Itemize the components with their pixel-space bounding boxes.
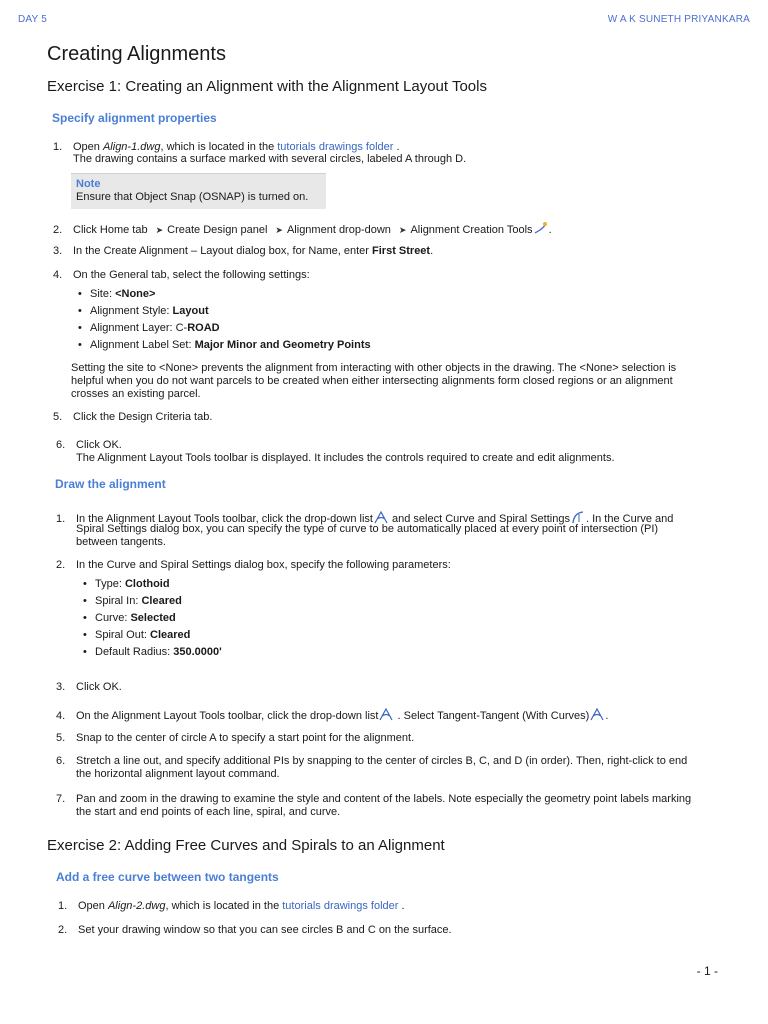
- step-1: 1. Open Align-1.dwg, which is located in the tutorials drawings folder .: [53, 141, 400, 153]
- note-title: Note: [76, 178, 101, 190]
- note-box: [71, 173, 326, 209]
- page-number: - 1 -: [696, 964, 718, 978]
- step-4: 4. On the General tab, select the following settings:: [53, 269, 310, 281]
- draw-step-5: 5. Snap to the center of circle A to specify a start point for the alignment.: [56, 732, 415, 744]
- section-add-free-curve: Add a free curve between two tangents: [56, 870, 279, 884]
- curve-tool-icon: [379, 708, 393, 725]
- arrow-icon: ➤: [155, 225, 164, 235]
- tutorials-link[interactable]: tutorials drawings folder: [282, 900, 399, 912]
- ex2-step-1: 1. Open Align-2.dwg, which is located in the tutorials drawings folder .: [58, 900, 405, 912]
- params-list: [83, 576, 222, 661]
- draw-step-6: 6. Stretch a line out, and specify additional PIs by snapping to the center of circles B, C, and D (in order). Then, right-click to end: [56, 755, 688, 767]
- step-5: 5. Click the Design Criteria tab.: [53, 411, 213, 423]
- note-text: Ensure that Object Snap (OSNAP) is turned on.: [76, 191, 309, 203]
- list-item: • Type: Clothoid: [83, 578, 170, 590]
- settings-list: [78, 286, 371, 354]
- list-item: • Alignment Style: Layout: [78, 305, 209, 317]
- exercise1-heading: Exercise 1: Creating an Alignment with the Alignment Layout Tools: [47, 78, 487, 95]
- draw-step-1: 1. In the Alignment Layout Tools toolbar, click the drop-down list and select Curve and Spiral Settings . In the Curve and: [56, 510, 756, 528]
- draw-step-3: 3. Click OK.: [56, 681, 122, 693]
- step-6: 6. Click OK.: [56, 439, 122, 451]
- list-item: • Alignment Layer: C-ROAD: [78, 322, 220, 334]
- draw-step-2: 2. In the Curve and Spiral Settings dialog box, specify the following parameters:: [56, 559, 451, 571]
- list-item: • Spiral In: Cleared: [83, 595, 182, 607]
- section-draw-alignment: Draw the alignment: [55, 477, 166, 491]
- ex2-step-2: 2. Set your drawing window so that you can see circles B and C on the surface.: [58, 924, 452, 936]
- section-specify-properties: Specify alignment properties: [52, 111, 217, 125]
- draw-step-6-line2: the horizontal alignment layout command.: [76, 768, 280, 780]
- header-left: DAY 5: [18, 14, 47, 25]
- step-3: 3. In the Create Alignment – Layout dialog box, for Name, enter First Street.: [53, 245, 434, 257]
- step-2: 2. Click Home tab ➤ Create Design panel ➤ Alignment drop-down ➤ Alignment Creation Tools .: [53, 221, 753, 239]
- draw-step-7: 7. Pan and zoom in the drawing to examine the style and content of the labels. Note especially the geometry point labels marking: [56, 793, 692, 805]
- site-explanation: Setting the site to <None> prevents the alignment from interacting with other objects in the drawing. The <None> selection is helpful when you do not want parcels to be created when either intersecting alignments form closed regions or an alignment crosses an existing parcel.: [71, 362, 677, 400]
- step-1-detail: The drawing contains a surface marked with several circles, labeled A through D.: [73, 153, 467, 165]
- arrow-icon: ➤: [398, 225, 407, 235]
- tutorials-link[interactable]: tutorials drawings folder: [277, 141, 394, 153]
- draw-step-1-line2: Spiral Settings dialog box, you can specify the type of curve to be automatically placed at every point of intersection (PI): [76, 523, 659, 535]
- list-item: • Alignment Label Set: Major Minor and Geometry Points: [78, 339, 371, 351]
- tangent-tangent-icon: [590, 708, 604, 725]
- page-title: Creating Alignments: [47, 43, 226, 65]
- draw-step-4: 4. On the Alignment Layout Tools toolbar, click the drop-down list . Select Tangent-Tangent (With Curves) .: [56, 708, 756, 725]
- list-item: • Default Radius: 350.0000': [83, 646, 222, 658]
- list-item: • Curve: Selected: [83, 612, 176, 624]
- alignment-creation-tools-icon: [534, 221, 548, 239]
- step-6-detail: The Alignment Layout Tools toolbar is displayed. It includes the controls required to create and edit alignments.: [76, 452, 615, 464]
- arrow-icon: ➤: [275, 225, 283, 235]
- exercise2-heading: Exercise 2: Adding Free Curves and Spirals to an Alignment: [47, 837, 445, 854]
- draw-step-1-line3: between tangents.: [76, 536, 166, 548]
- list-item: • Site: <None>: [78, 288, 156, 300]
- header-right: W A K SUNETH PRIYANKARA: [607, 14, 750, 25]
- list-item: • Spiral Out: Cleared: [83, 629, 191, 641]
- draw-step-7-line2: the start and end points of each line, spiral, and curve.: [76, 806, 341, 818]
